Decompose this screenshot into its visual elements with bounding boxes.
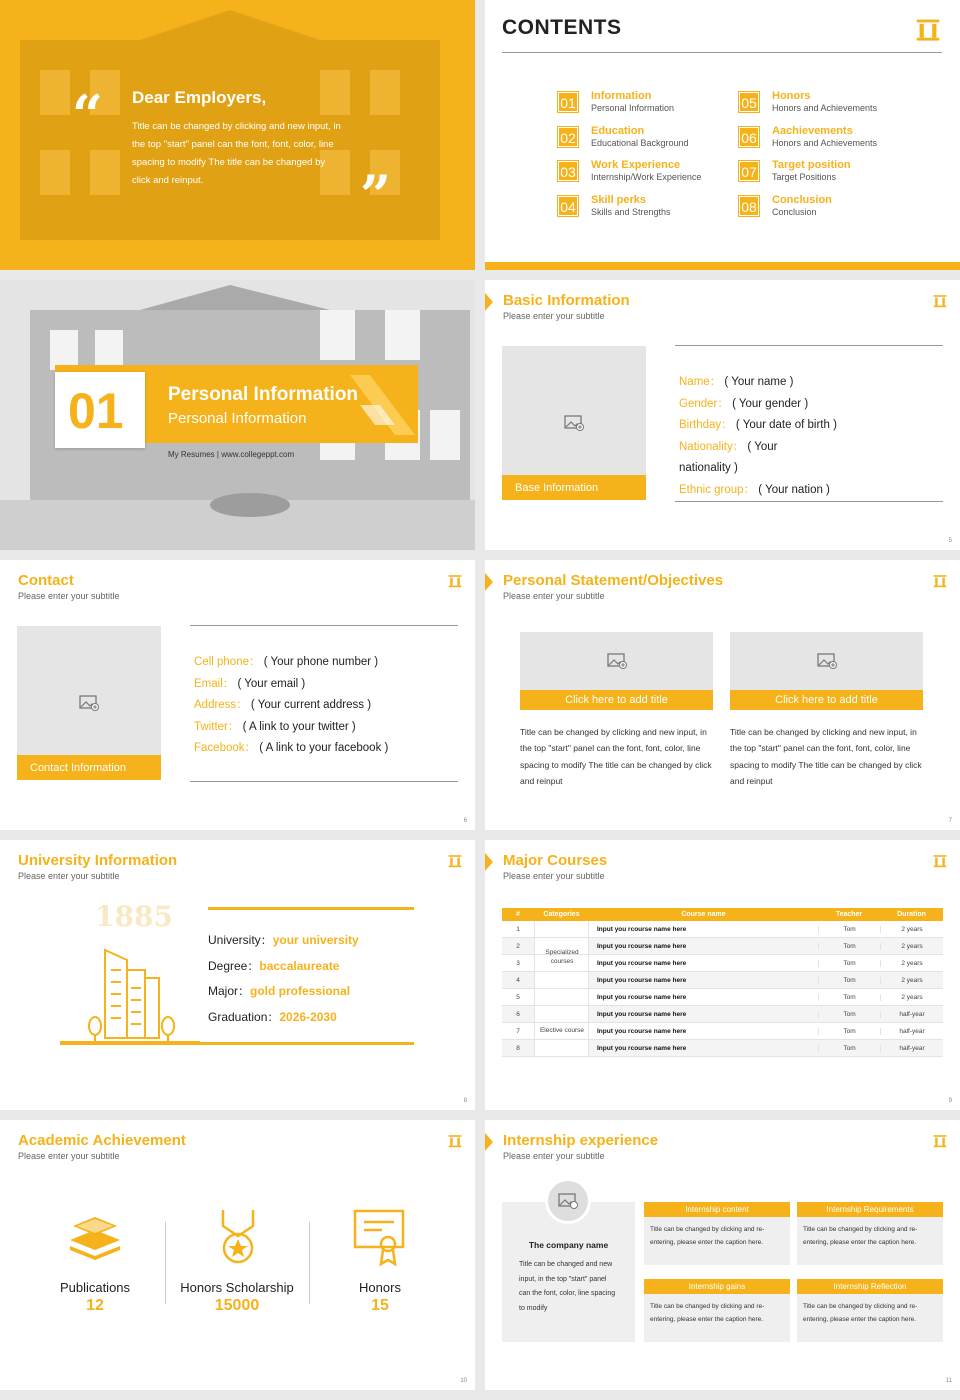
row-number: 1	[516, 925, 520, 933]
contents-item[interactable]	[557, 90, 732, 116]
college-logo-icon	[932, 852, 948, 868]
slide-title: Basic Information	[503, 292, 630, 309]
category-cell	[534, 989, 589, 1005]
field-value[interactable]: ( Your current address )	[250, 699, 372, 711]
field-value[interactable]: ( Your	[747, 440, 778, 453]
university-row	[208, 928, 359, 954]
photo-caption: Contact Information	[17, 755, 161, 780]
table-row	[502, 989, 943, 1006]
title-marker	[485, 1133, 493, 1151]
course-name[interactable]: Input you rcourse name here	[597, 1010, 687, 1018]
basic-fields	[679, 372, 939, 501]
info-field	[194, 652, 459, 674]
field-value[interactable]: ( Your phone number )	[263, 656, 379, 668]
internship-box-text: Title can be changed by clicking and re-entering, please enter the caption here.	[803, 1303, 918, 1323]
slide-subtitle: Please enter your subtitle	[18, 871, 120, 881]
table-header-cell: #	[516, 911, 520, 918]
contents-title: CONTENTS	[502, 16, 622, 39]
teacher: Tom	[818, 1028, 880, 1035]
duration: 2 years	[880, 977, 943, 984]
slide-subtitle: Please enter your subtitle	[18, 1151, 120, 1161]
row-key: University：	[208, 933, 273, 947]
contents-item-sub: Honors and Achievements	[772, 137, 878, 148]
contents-item-sub: Honors and Achievements	[772, 103, 878, 113]
slide-title: Personal Statement/Objectives	[503, 572, 724, 589]
college-logo-icon	[447, 852, 463, 868]
info-field	[679, 437, 939, 459]
contents-item[interactable]	[557, 194, 732, 220]
page-number: 7	[948, 818, 952, 824]
contents-item[interactable]	[557, 125, 732, 151]
field-key: Facebook：	[194, 742, 257, 754]
contact-fields	[194, 652, 459, 760]
teacher: Tom	[818, 994, 880, 1001]
company-name: The company name	[528, 1240, 609, 1250]
category-cell	[534, 921, 589, 937]
internship-box-title[interactable]: Internship content	[644, 1202, 790, 1217]
slide1-heading: Dear Employers,	[132, 88, 267, 107]
teacher: Tom	[818, 926, 880, 933]
contents-item-title: Honors	[772, 90, 811, 102]
divider-1	[165, 1222, 166, 1304]
field-key: Address：	[194, 699, 248, 711]
internship-box-text: Title can be changed by clicking and re-entering, please enter the caption here.	[650, 1303, 765, 1323]
page-number: 6	[463, 818, 467, 824]
open-quote-icon: “	[72, 83, 104, 147]
college-logo-icon	[447, 1132, 463, 1148]
field-value[interactable]: ( Your email )	[237, 677, 306, 690]
photo-caption: Base Information	[502, 475, 646, 500]
contents-item-number: 05	[738, 91, 760, 113]
row-value[interactable]: gold professional	[250, 984, 351, 998]
contents-divider	[502, 52, 942, 53]
table-row	[502, 1006, 943, 1023]
fields-top-line	[190, 625, 458, 626]
contents-item-title: Information	[591, 90, 652, 102]
college-logo-icon	[914, 14, 942, 42]
teacher: Tom	[818, 977, 880, 984]
field-key: Ethnic group：	[679, 483, 756, 496]
table-header-cell: Teacher	[835, 911, 863, 918]
course-name[interactable]: Input you rcourse name here	[597, 976, 687, 984]
title-marker	[485, 293, 493, 311]
college-logo-icon	[932, 1132, 948, 1148]
image-placeholder-icon	[564, 415, 584, 431]
teacher: Tom	[818, 1045, 880, 1052]
achievement-label: Honors	[359, 1280, 401, 1295]
row-number: 3	[516, 959, 520, 967]
row-value[interactable]: 2026-2030	[279, 1009, 337, 1024]
course-name[interactable]: Input you rcourse name here	[597, 925, 687, 933]
field-value[interactable]: ( A link to your facebook )	[259, 742, 389, 754]
duration: 2 years	[880, 926, 943, 933]
page-number: 9	[948, 1098, 952, 1104]
certificate-icon	[352, 1208, 407, 1268]
slide-title: Internship experience	[503, 1132, 659, 1149]
slide-subtitle: Please enter your subtitle	[18, 591, 120, 601]
contents-item-title: Work Experience	[591, 159, 681, 171]
university-row	[208, 954, 359, 980]
slide-subtitle: Please enter your subtitle	[503, 1151, 605, 1161]
university-row	[208, 979, 359, 1005]
college-logo-icon	[932, 292, 948, 308]
field-value[interactable]: nationality )	[679, 462, 738, 474]
contents-item-title: Aachievements	[772, 124, 853, 137]
card-text: Title can be changed by clicking and new input, in the top "start" panel can the font, font, color, line spacing to modify The title can be changed by click and reinput	[730, 727, 922, 786]
contents-item-number: 03	[557, 160, 579, 182]
contents-item-sub: Conclusion	[772, 206, 817, 217]
info-field	[679, 415, 939, 437]
close-quote-icon: ”	[360, 163, 392, 227]
duration: 2 years	[880, 960, 943, 967]
field-value[interactable]: ( Your date of birth )	[735, 419, 837, 431]
section-subtitle: Personal Information	[168, 410, 307, 427]
row-value[interactable]: your university	[272, 933, 359, 947]
course-name[interactable]: Input you rcourse name here	[597, 942, 687, 950]
contents-item[interactable]	[738, 194, 913, 220]
slide-academic-achievement	[0, 1120, 475, 1390]
slide-dear-employers	[0, 0, 475, 270]
image-placeholder-icon	[79, 695, 99, 711]
contents-item[interactable]	[557, 159, 732, 185]
contents-bottom-bar	[485, 262, 960, 270]
contents-item-number: 04	[557, 195, 579, 217]
contents-item-title: Target position	[772, 159, 851, 171]
achievement-value: 15	[371, 1297, 389, 1314]
field-key: Birthday：	[679, 419, 733, 431]
university-top-line	[208, 907, 414, 910]
row-value[interactable]: baccalaureate	[259, 958, 340, 973]
slide-university	[0, 840, 475, 1110]
books-icon	[65, 1212, 125, 1262]
table-header-cell: Course name	[681, 911, 726, 918]
medal-icon	[213, 1208, 263, 1268]
contents-item-sub: Target Positions	[772, 172, 837, 182]
contents-item-sub: Personal Information	[591, 103, 675, 113]
slide-contents	[485, 0, 960, 270]
row-number: 5	[516, 993, 520, 1001]
duration: half-year	[880, 1028, 943, 1035]
section-title: Personal Information	[168, 384, 359, 405]
table-header-cell: Duration	[897, 911, 926, 918]
field-value[interactable]: ( Your name )	[724, 376, 794, 388]
slide-title: Academic Achievement	[18, 1132, 186, 1149]
photo-placeholder[interactable]	[520, 632, 713, 690]
contents-item[interactable]	[738, 90, 913, 116]
card-title-button[interactable]: Click here to add title	[520, 690, 713, 710]
university-row	[208, 1005, 359, 1031]
contents-item[interactable]	[738, 159, 913, 185]
fields-bottom-line	[675, 501, 943, 502]
slide-internship	[485, 1120, 960, 1390]
contents-item-sub: Internship/Work Experience	[591, 172, 702, 182]
slide-title: University Information	[18, 852, 178, 869]
slide-title: Major Courses	[503, 852, 608, 869]
field-key: Name：	[679, 376, 722, 388]
title-marker	[485, 853, 493, 871]
table-row	[502, 921, 943, 938]
contents-item[interactable]	[738, 125, 913, 151]
row-number: 2	[516, 942, 520, 950]
achievement-label: Publications	[59, 1280, 131, 1295]
internship-box-text: Title can be changed by clicking and re-entering, please enter the caption here.	[650, 1226, 765, 1246]
slide-major-courses	[485, 840, 960, 1110]
category-label: Elective course	[539, 1027, 585, 1035]
table-row	[502, 972, 943, 989]
category-label: Specialized courses	[545, 949, 579, 966]
row-number: 6	[516, 1010, 520, 1018]
image-placeholder-icon	[607, 653, 627, 669]
duration: half-year	[880, 1011, 943, 1018]
contents-item-sub: Skills and Strengths	[591, 206, 671, 217]
duration: half-year	[880, 1045, 943, 1052]
college-logo-icon	[447, 572, 463, 588]
course-name[interactable]: Input you rcourse name here	[597, 1027, 687, 1035]
slide-personal-statement	[485, 560, 960, 830]
field-key: Nationality：	[679, 440, 745, 453]
info-field	[194, 738, 459, 760]
category-cell	[534, 972, 589, 988]
category-cell	[534, 1006, 589, 1022]
field-key: Twitter：	[194, 720, 240, 733]
building-icon	[55, 938, 205, 1048]
courses-table	[502, 908, 943, 1057]
category-cell	[534, 1040, 589, 1056]
info-field	[194, 717, 459, 739]
fields-top-line	[675, 345, 943, 346]
field-key: Email：	[194, 677, 235, 690]
contents-item-title: Skill perks	[591, 193, 647, 206]
duration: 2 years	[880, 943, 943, 950]
slide-subtitle: Please enter your subtitle	[503, 871, 605, 881]
field-value[interactable]: ( Your gender )	[732, 397, 809, 410]
slide1-body: Title can be changed by clicking and new input, in the top "start" panel can the font, font, color, line spacing to modify The title can be changed by click and reinput.	[132, 121, 341, 186]
photo-placeholder[interactable]	[730, 632, 923, 690]
info-field	[194, 695, 459, 717]
image-placeholder-icon	[558, 1193, 578, 1209]
field-key: Cell phone：	[194, 656, 261, 668]
field-value[interactable]: ( Your nation )	[758, 483, 830, 496]
teacher: Tom	[818, 1011, 880, 1018]
field-key: Gender：	[679, 397, 729, 410]
page-number: 5	[948, 538, 952, 544]
achievement-value: 15000	[214, 1297, 260, 1314]
section-number: 01	[68, 383, 124, 439]
internship-box-title[interactable]: Internship Reflection	[797, 1279, 943, 1294]
section-footer: My Resumes | www.collegeppt.com	[168, 450, 295, 459]
title-marker	[485, 573, 493, 591]
company-text: Title can be changed and new input, in the top "start" panel can the font, color, line spacing to modify	[519, 1261, 616, 1312]
contents-item-sub: Educational Background	[591, 137, 689, 148]
row-number: 8	[516, 1044, 520, 1052]
page-number: 8	[463, 1098, 467, 1104]
page-number: 11	[945, 1378, 952, 1384]
card-title-button[interactable]: Click here to add title	[730, 690, 923, 710]
course-name[interactable]: Input you rcourse name here	[597, 993, 687, 1001]
info-field	[679, 480, 939, 502]
internship-box-text: Title can be changed by clicking and re-entering, please enter the caption here.	[803, 1226, 918, 1246]
row-key: Major：	[208, 984, 251, 998]
contents-item-number: 02	[557, 126, 579, 148]
contents-item-title: Education	[591, 124, 645, 137]
teacher: Tom	[818, 943, 880, 950]
table-row	[502, 1040, 943, 1057]
info-field	[194, 674, 459, 696]
table-header	[502, 908, 943, 921]
contents-item-number: 08	[738, 195, 760, 217]
university-bottom-line	[60, 1042, 414, 1045]
college-logo-icon	[932, 572, 948, 588]
page-number: 10	[460, 1378, 467, 1384]
company-avatar[interactable]	[545, 1178, 591, 1224]
row-key: Degree：	[208, 958, 260, 973]
internship-box-title[interactable]: Internship gains	[644, 1279, 790, 1294]
course-name[interactable]: Input you rcourse name here	[597, 959, 687, 967]
achievement-value: 12	[86, 1297, 104, 1314]
info-field	[679, 458, 939, 480]
slide-contact	[0, 560, 475, 830]
info-field	[679, 394, 939, 416]
internship-box-title[interactable]: Internship Requirements	[797, 1202, 943, 1217]
achievement-label: Honors Scholarship	[180, 1280, 294, 1295]
fields-bottom-line	[190, 781, 458, 782]
duration: 2 years	[880, 994, 943, 1001]
slide-section-01	[0, 280, 475, 550]
slide-title: Contact	[18, 572, 74, 589]
contents-item-number: 07	[738, 160, 760, 182]
university-watermark: 1885	[95, 900, 173, 933]
card-text: Title can be changed by clicking and new input, in the top "start" panel can the font, font, color, line spacing to modify The title can be changed by click and reinput	[520, 727, 712, 786]
teacher: Tom	[818, 960, 880, 967]
field-value[interactable]: ( A link to your twitter )	[242, 720, 356, 733]
contents-item-number: 01	[557, 91, 579, 113]
info-field	[679, 372, 939, 394]
row-key: Graduation：	[208, 1009, 280, 1024]
slide-subtitle: Please enter your subtitle	[503, 591, 605, 601]
contents-item-number: 06	[738, 126, 760, 148]
course-name[interactable]: Input you rcourse name here	[597, 1044, 687, 1052]
slide-subtitle: Please enter your subtitle	[503, 311, 605, 321]
row-number: 7	[516, 1027, 520, 1035]
university-rows	[208, 928, 359, 1030]
image-placeholder-icon	[817, 653, 837, 669]
slide-basic-information	[485, 280, 960, 550]
contents-item-title: Conclusion	[772, 193, 832, 206]
row-number: 4	[516, 976, 520, 984]
table-header-cell: Categories	[543, 911, 580, 918]
